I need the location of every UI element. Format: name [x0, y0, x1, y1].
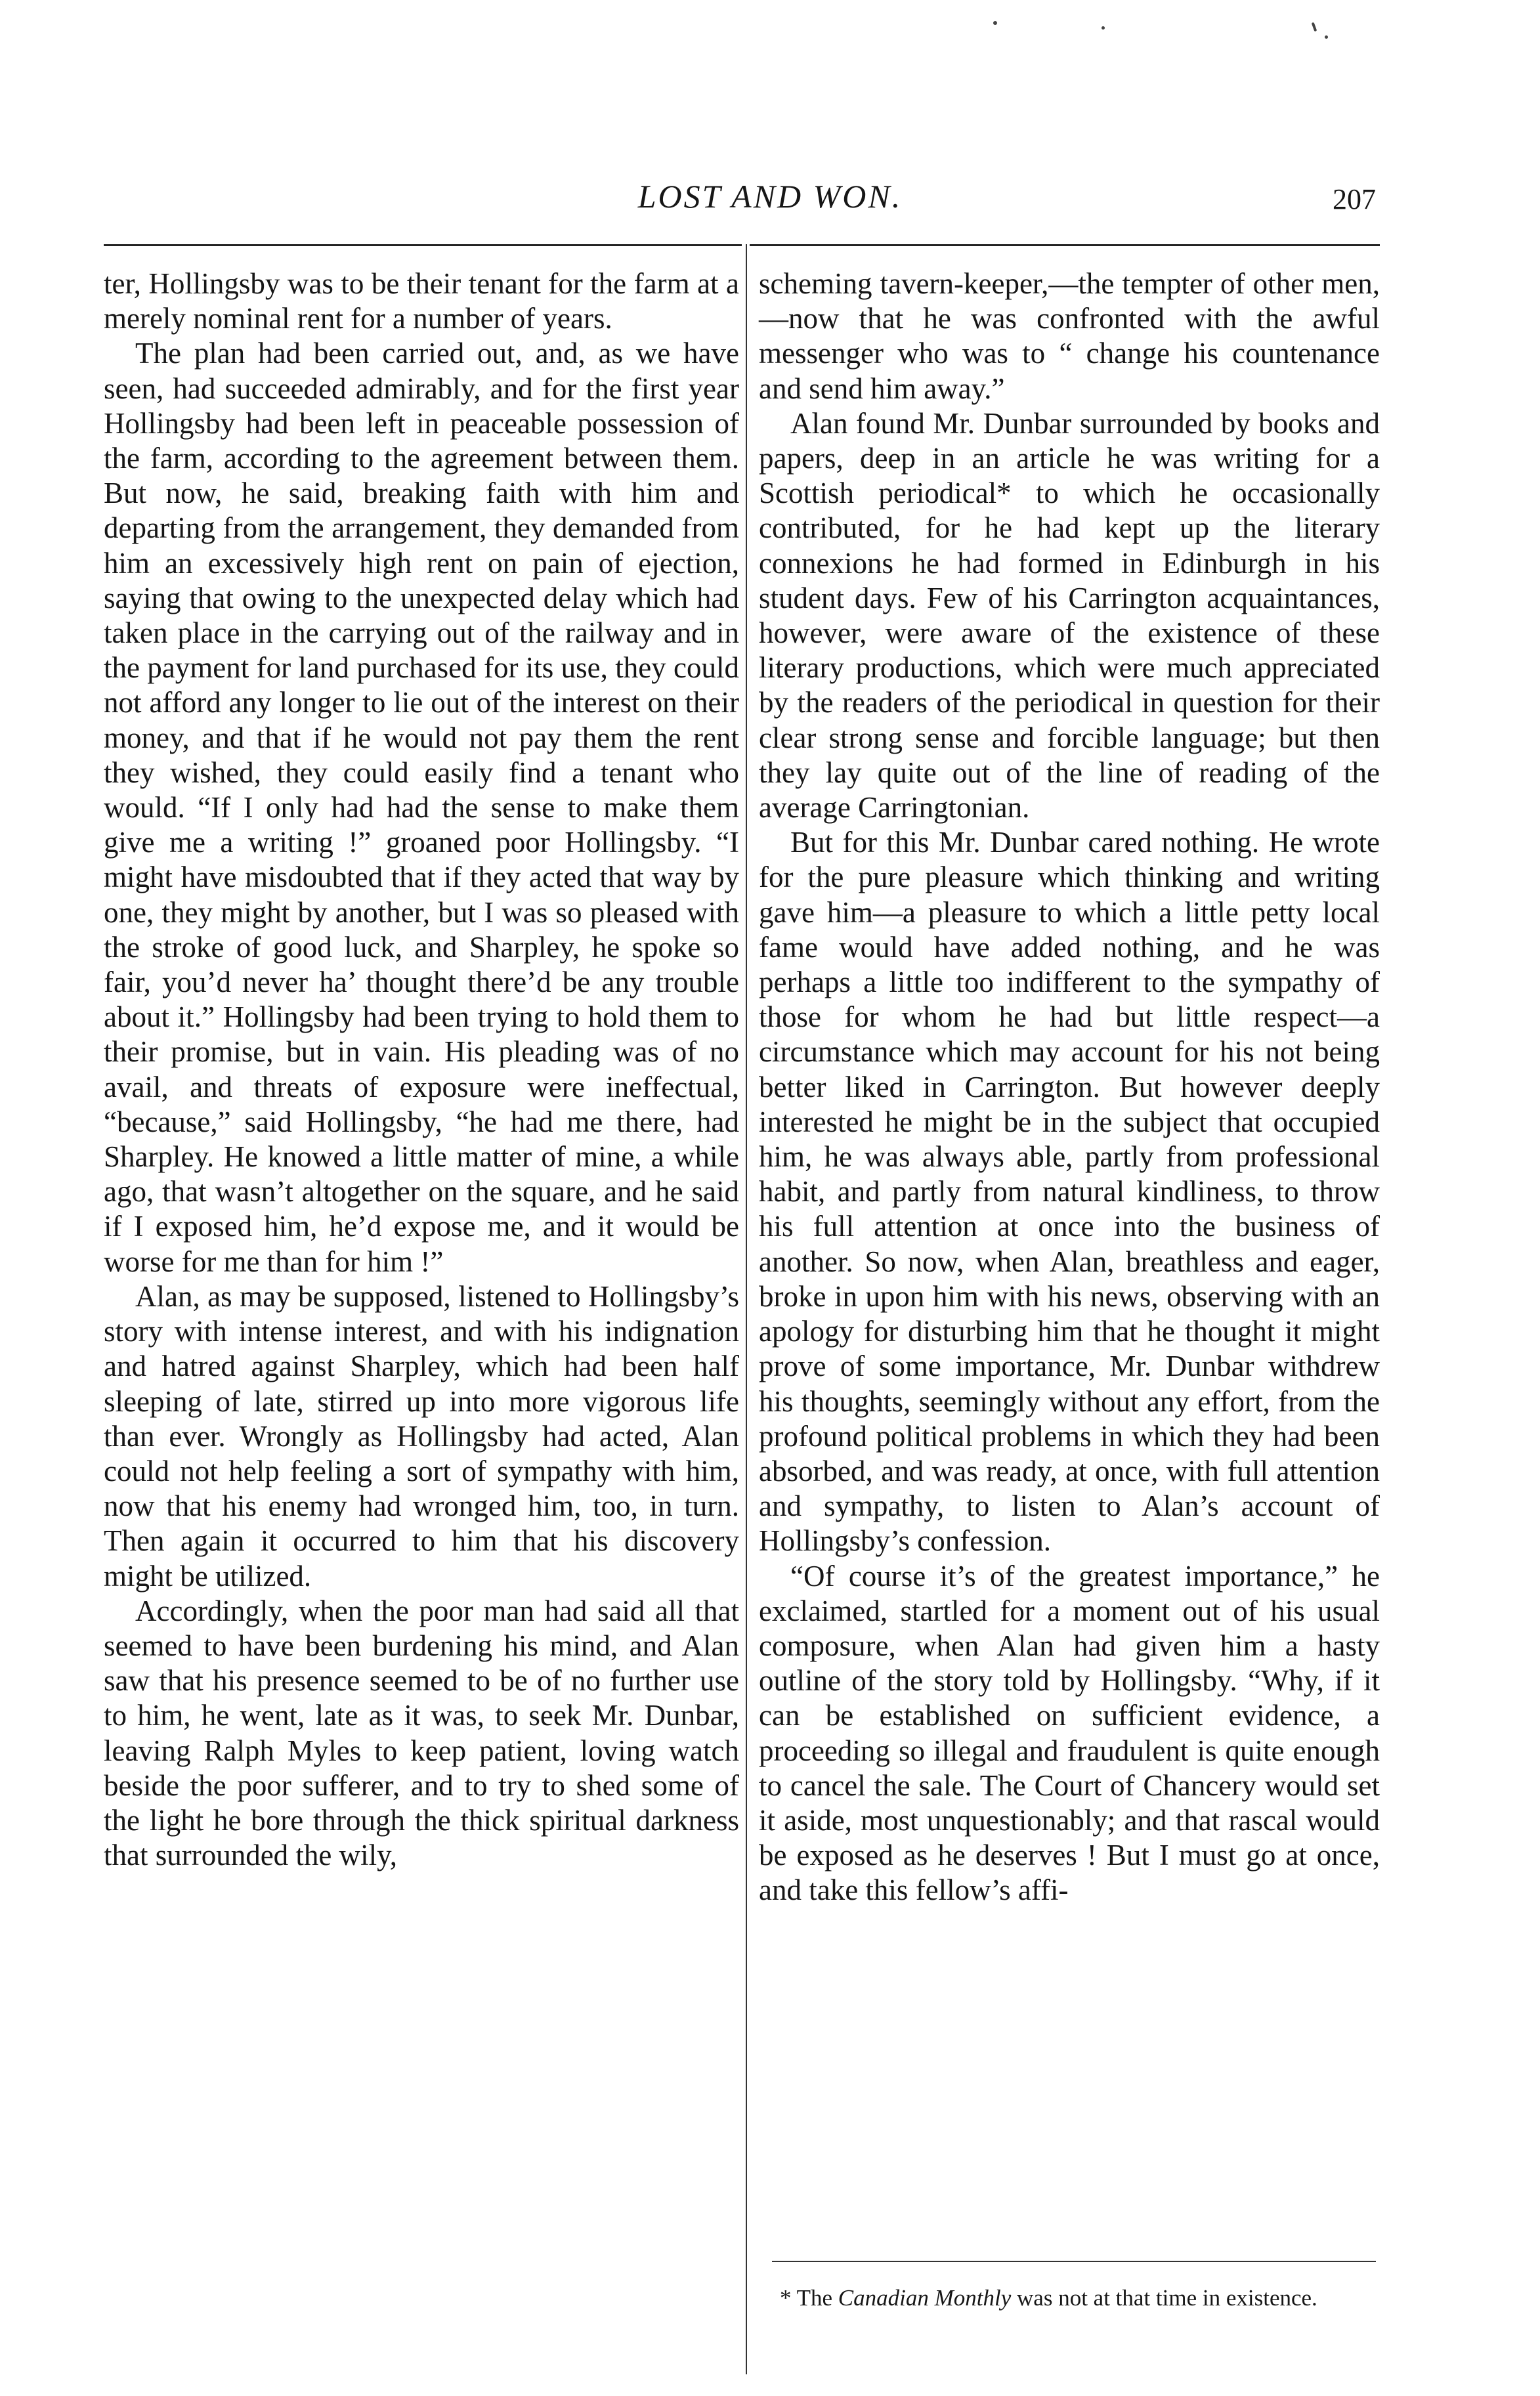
paragraph: Accordingly, when the poor man had said all that seemed to have been burdening his mind, and Alan saw that his presence seemed to be of no further use to him, he went, late as it was, to seek Mr. Dunbar, leaving Ralph Myles to keep patient, loving watch beside the poor sufferer, and to try to shed some of the light he bore through the thick spiritual darkness that surrounded the wily, — [104, 1594, 739, 1872]
page-number: 207 — [1333, 183, 1376, 215]
header-rule-right — [750, 244, 1380, 246]
left-column — [104, 267, 739, 1873]
paragraph: ter, Hollingsby was to be their tenant for the farm at a merely nominal rent for a number of years. — [104, 267, 739, 335]
footnote-text: was not at that time in existence. — [1011, 2285, 1317, 2311]
running-title: LOST AND WON. — [637, 178, 903, 215]
paragraph: Alan found Mr. Dunbar surrounded by books and papers, deep in an article he was writing for a Scottish periodical* to which he occasionally contributed, for he had kept up the literary connexions he had formed in Edinburgh in his student days. Few of his Carrington acquaintances, however, were aware of the existence of these literary productions, which were much appreciated by the readers of the periodical in question for their clear strong sense and forcible language; but then they lay quite out of the line of reading of the average Carringtonian. — [759, 406, 1380, 824]
footnote-rule — [772, 2261, 1376, 2262]
header-rule-left — [104, 244, 742, 246]
column-divider — [746, 244, 747, 2374]
footnote-title: Canadian Monthly — [838, 2285, 1012, 2311]
running-head — [0, 177, 1540, 230]
paragraph: scheming tavern-keeper,—the tempter of other men,—now that he was confronted with the awful messenger who was to “ change his countenance and send him away.” — [759, 267, 1380, 405]
paragraph: “Of course it’s of the greatest importance,” he exclaimed, startled for a moment out of his usual composure, when Alan had given him a hasty outline of the story told by Hollingsby. “Why, if it can be established on sufficient evidence, a proceeding so illegal and fraudulent is quite enough to cancel the sale. The Court of Chancery would set it aside, most unquestionably; and that rascal would be exposed as he deserves ! But I must go at once, and take this fellow’s affi- — [759, 1559, 1380, 1907]
footnote-marker: * The — [780, 2285, 838, 2311]
paragraph: Alan, as may be supposed, listened to Hollingsby’s story with intense interest, and with his indignation and hatred against Sharpley, which had been half sleeping of late, stirred up into more vigorous life than ever. Wrongly as Hollingsby had acted, Alan could not help feeling a sort of sympathy with him, now that his enemy had wronged him, too, in turn. Then again it occurred to him that his discovery might be utilized. — [104, 1279, 739, 1593]
paragraph: But for this Mr. Dunbar cared nothing. He wrote for the pure pleasure which thinking and writing gave him—a pleasure to which a little petty local fame would have added nothing, and he was perhaps a little too indifferent to the sympathy of those for whom he had but little respect—a circumstance which may account for his not being better liked in Carrington. But however deeply interested he might be in the subject that occupied him, he was always able, partly from professional habit, and partly from natural kindliness, to throw his full attention at once into the business of another. So now, when Alan, breathless and eager, broke in upon him with his news, observing with an apology for disturbing him that he thought it might prove of some importance, Mr. Dunbar withdrew his thoughts, seemingly without any effort, from the profound political problems in which they had been absorbed, and was ready, at once, with full attention and sympathy, to listen to Alan’s account of Hollingsby’s confession. — [759, 826, 1380, 1558]
footnote — [763, 2283, 1380, 2313]
paragraph: The plan had been carried out, and, as we have seen, had succeeded admirably, and for the first year Hollingsby had been left in peaceable possession of the farm, according to the agreement between them. But now, he said, breaking faith with him and departing from the arrangement, they demanded from him an excessively high rent on pain of ejection, saying that owing to the unexpected delay which had taken place in the carrying out of the railway and in the payment for land purchased for its use, they could not afford any longer to lie out of the interest on their money, and that if he would not pay them the rent they wished, they could easily find a tenant who would. “If I only had had the sense to make them give me a writing !” groaned poor Hollingsby. “I might have misdoubted that if they acted that way by one, they might by another, but I was so pleased with the stroke of good luck, and Sharpley, he spoke so fair, you’d never ha’ thought there’d be any trouble about it.” Hollingsby had been trying to hold them to their promise, but in vain. His pleading was of no avail, and threats of exposure were ineffectual, “because,” said Hollingsby, “he had me there, had Sharpley. He knowed a little matter of mine, a while ago, that wasn’t altogether on the square, and he said if I exposed him, he’d expose me, and it would be worse for me than for him !” — [104, 337, 739, 1278]
right-column — [759, 267, 1380, 1908]
